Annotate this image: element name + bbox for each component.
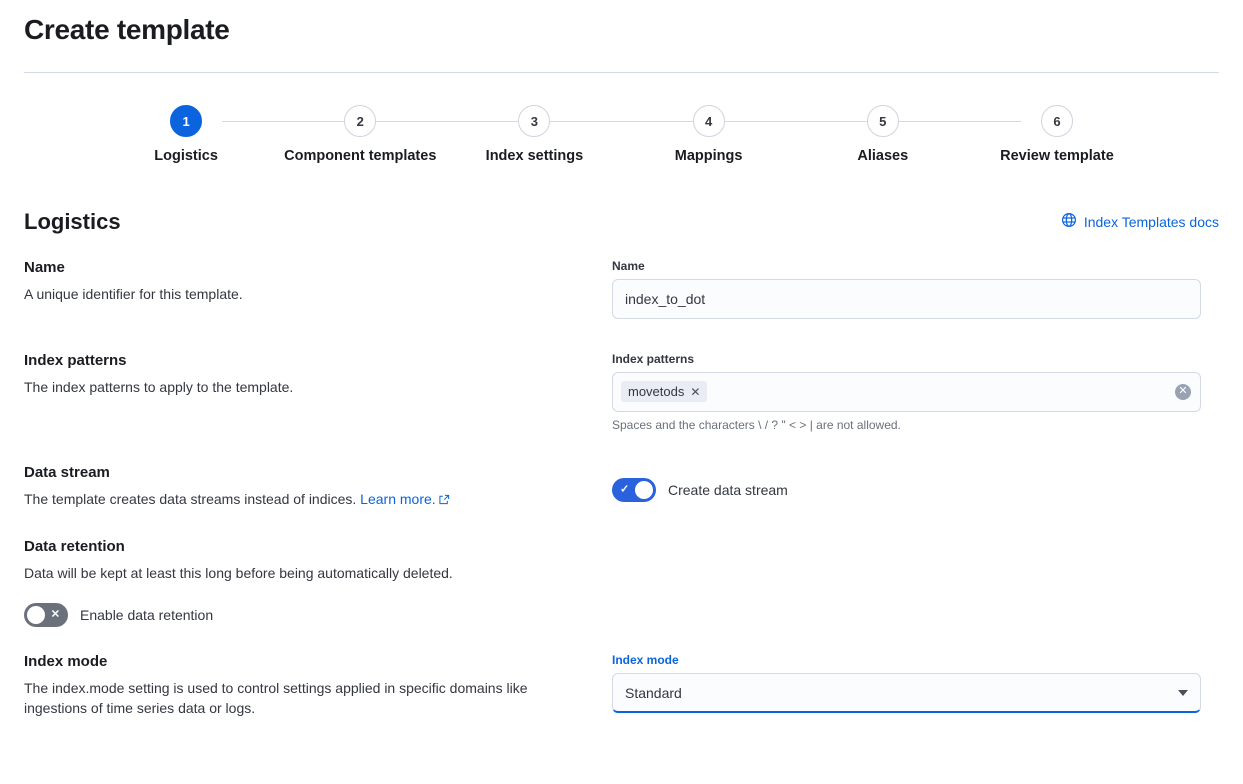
index-patterns-field-label: Index patterns xyxy=(612,351,695,366)
index-pattern-pill-label: movetods xyxy=(628,384,685,400)
step-review-template[interactable] xyxy=(970,105,1144,167)
step-label-5: Aliases xyxy=(857,148,909,164)
data-retention-description: Data will be kept at least this long before being automatically deleted. xyxy=(24,564,453,581)
chevron-down-icon xyxy=(1178,690,1188,696)
toggle-knob xyxy=(635,481,653,499)
enable-data-retention-toggle[interactable] xyxy=(24,603,68,627)
external-link-icon xyxy=(439,490,450,510)
name-field-label: Name xyxy=(612,258,645,273)
index-mode-select[interactable] xyxy=(612,673,1201,713)
index-mode-selected-value: Standard xyxy=(625,684,682,701)
index-mode-field-label: Index mode xyxy=(612,653,679,668)
step-label-4: Mappings xyxy=(674,148,743,164)
logistics-form xyxy=(24,259,1219,719)
step-number-6: 6 xyxy=(1041,105,1073,137)
name-input-col xyxy=(612,259,1201,319)
index-patterns-description-col xyxy=(24,352,612,397)
wizard-steps xyxy=(24,105,1219,167)
name-input[interactable] xyxy=(612,279,1201,319)
index-mode-select-col xyxy=(612,653,1201,713)
clear-combobox-icon[interactable]: ✕ xyxy=(1175,384,1191,400)
data-retention-heading: Data retention xyxy=(24,537,125,555)
create-data-stream-row xyxy=(612,478,1201,502)
index-patterns-input-col xyxy=(612,352,1201,432)
row-data-stream xyxy=(24,464,1219,510)
section-header xyxy=(24,209,1219,235)
row-index-patterns xyxy=(24,352,1219,432)
header-divider xyxy=(24,72,1219,73)
index-templates-docs-link[interactable] xyxy=(1061,212,1219,231)
index-mode-heading: Index mode xyxy=(24,653,108,671)
data-retention-col xyxy=(24,538,612,627)
step-component-templates[interactable] xyxy=(273,105,447,167)
step-label-6: Review template xyxy=(1000,148,1114,164)
data-stream-toggle-col xyxy=(612,464,1201,502)
section-title: Logistics xyxy=(24,208,121,234)
step-logistics[interactable] xyxy=(99,105,273,167)
index-mode-description: The index.mode setting is used to control settings applied in specific domains like ingestions of time series data or logs. xyxy=(24,680,528,717)
row-data-retention xyxy=(24,538,1219,627)
step-mappings[interactable] xyxy=(622,105,796,167)
page-title: Create template xyxy=(24,14,230,45)
enable-data-retention-row xyxy=(24,603,588,627)
data-stream-description xyxy=(24,489,588,510)
data-stream-heading: Data stream xyxy=(24,463,110,481)
step-number-5: 5 xyxy=(867,105,899,137)
step-label-3: Index settings xyxy=(485,148,584,164)
step-number-2: 2 xyxy=(344,105,376,137)
toggle-cross-icon: ✕ xyxy=(50,608,60,621)
toggle-knob xyxy=(27,606,45,624)
step-number-4: 4 xyxy=(693,105,725,137)
step-label-2: Component templates xyxy=(284,148,437,164)
data-stream-description-text: The template creates data streams instead of indices. xyxy=(24,490,357,507)
index-patterns-helper-text: Spaces and the characters \ / ? " < > | are not allowed. xyxy=(612,417,901,432)
name-heading: Name xyxy=(24,258,65,276)
name-description: A unique identifier for this template. xyxy=(24,285,243,302)
row-name xyxy=(24,259,1219,319)
step-index-settings[interactable] xyxy=(447,105,621,167)
data-stream-description-col xyxy=(24,464,612,510)
index-mode-description-col xyxy=(24,653,612,719)
docs-link-label: Index Templates docs xyxy=(1083,213,1219,230)
enable-data-retention-label: Enable data retention xyxy=(80,607,214,624)
index-patterns-description: The index patterns to apply to the template. xyxy=(24,378,294,395)
globe-icon xyxy=(1061,212,1077,231)
step-number-1: 1 xyxy=(170,105,202,137)
toggle-check-icon: ✓ xyxy=(620,483,630,496)
step-aliases[interactable] xyxy=(796,105,970,167)
step-number-3: 3 xyxy=(518,105,550,137)
data-stream-learn-more-link[interactable]: Learn more. xyxy=(360,490,436,507)
step-label-1: Logistics xyxy=(154,148,218,164)
index-pattern-pill[interactable] xyxy=(621,381,707,402)
row-index-mode xyxy=(24,653,1219,719)
index-patterns-combobox[interactable] xyxy=(612,372,1201,412)
create-data-stream-toggle[interactable] xyxy=(612,478,656,502)
create-data-stream-label: Create data stream xyxy=(668,481,788,498)
name-description-col xyxy=(24,259,612,304)
remove-pill-icon[interactable]: ✕ xyxy=(690,384,701,399)
index-patterns-heading: Index patterns xyxy=(24,351,127,369)
